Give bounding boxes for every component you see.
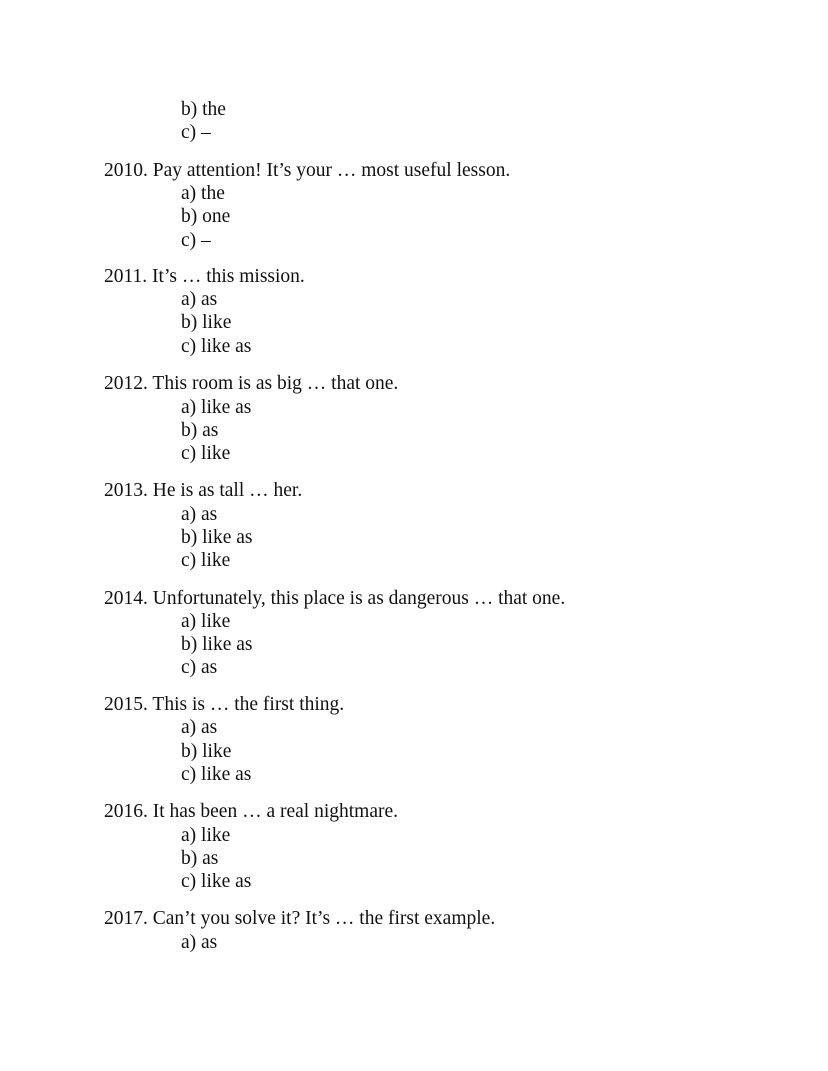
option-item: b) like as [181, 634, 253, 655]
question-2016 [104, 800, 398, 823]
question-number: 2017. [104, 908, 148, 929]
option-item: b) as [181, 848, 219, 869]
option-item: b) the [181, 99, 226, 120]
option-item: c) – [181, 230, 211, 251]
option-item: a) like as [181, 397, 252, 418]
option-item: b) one [181, 206, 231, 227]
question-text: He is as tall … her. [152, 480, 303, 501]
question-2010 [104, 159, 510, 182]
option-item: b) like [181, 741, 232, 762]
option-item: a) the [181, 183, 225, 204]
option-item: c) – [181, 122, 211, 143]
question-number: 2013. [104, 480, 148, 501]
question-text: This is … the first thing. [152, 694, 345, 715]
question-2014 [104, 587, 565, 610]
option-item: c) as [181, 657, 218, 678]
question-2017 [104, 907, 495, 930]
question-2012 [104, 372, 398, 395]
question-number: 2014. [104, 588, 148, 609]
option-item: c) like as [181, 871, 252, 892]
question-number: 2016. [104, 801, 148, 822]
option-item: b) like [181, 312, 232, 333]
question-2013 [104, 479, 302, 502]
option-item: a) as [181, 932, 218, 953]
question-text: This room is as big … that one. [152, 373, 399, 394]
option-item: c) like [181, 443, 231, 464]
option-item: c) like [181, 550, 231, 571]
question-number: 2015. [104, 694, 148, 715]
option-item: a) as [181, 504, 218, 525]
question-number: 2010. [104, 160, 148, 181]
question-text: Pay attention! It’s your … most useful lesson. [152, 160, 511, 181]
option-item: a) as [181, 289, 218, 310]
question-text: Unfortunately, this place is as dangerous … that one. [152, 588, 566, 609]
option-item: c) like as [181, 764, 252, 785]
question-text: It has been … a real nightmare. [152, 801, 399, 822]
option-item: b) as [181, 420, 219, 441]
question-2015 [104, 693, 344, 716]
question-text: Can’t you solve it? It’s … the first example. [152, 908, 496, 929]
option-item: c) like as [181, 336, 252, 357]
question-text: It’s … this mission. [152, 266, 305, 287]
option-item: a) like [181, 611, 231, 632]
option-item: a) like [181, 825, 231, 846]
option-item: a) as [181, 717, 218, 738]
question-number: 2012. [104, 373, 148, 394]
option-item: b) like as [181, 527, 253, 548]
question-number: 2011. [104, 266, 148, 287]
question-2011 [104, 265, 305, 288]
